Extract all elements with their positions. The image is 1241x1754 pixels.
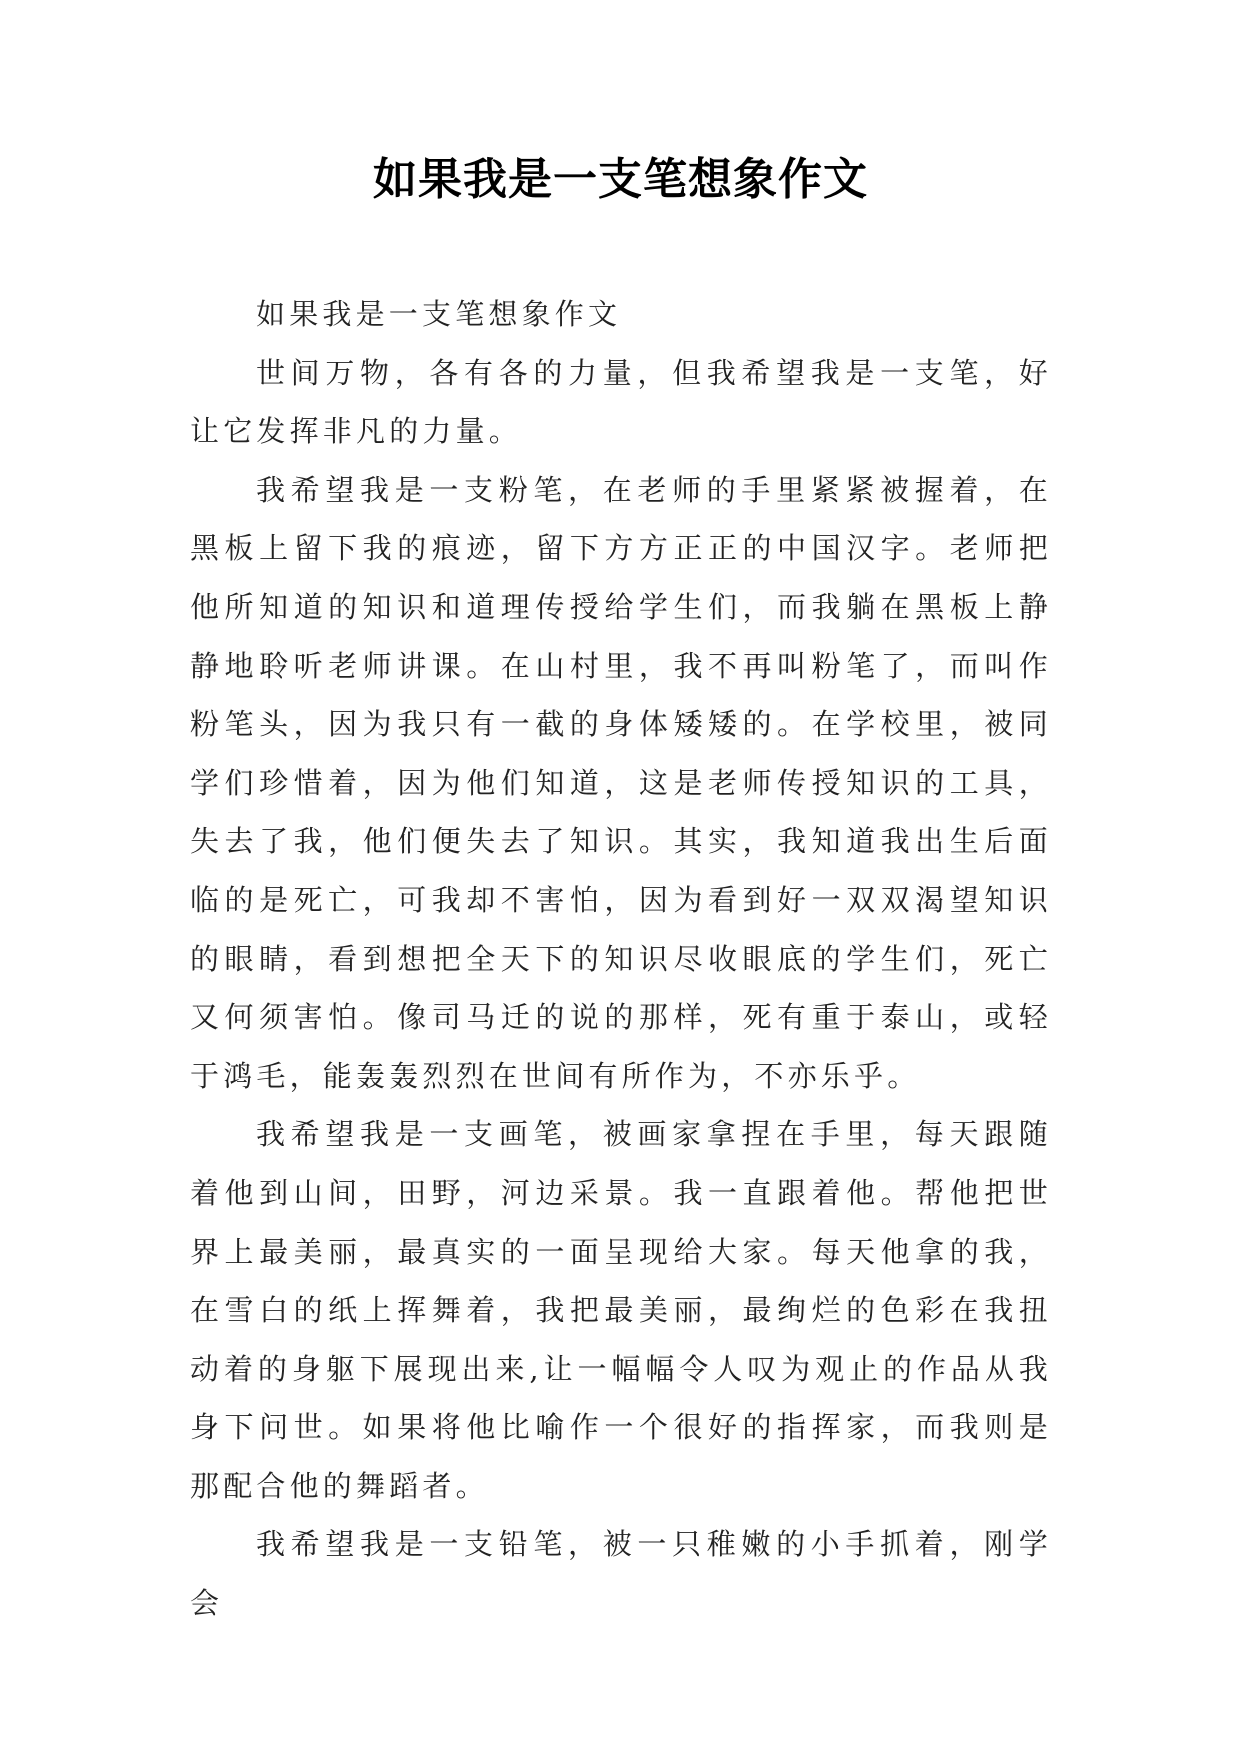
paragraph-pencil: 我希望我是一支铅笔，被一只稚嫩的小手抓着，刚学会 — [190, 1527, 1052, 1621]
paragraph-paintbrush: 我希望我是一支画笔，被画家拿捏在手里，每天跟随着他到山间，田野，河边采景。我一直跟着他。帮他把世界上最美丽，最真实的一面呈现给大家。每天他拿的我，在雪白的纸上挥舞着，我把最美丽，最绚烂的色彩在我扭动着的身躯下展现出来,让一幅幅令人叹为观止的作品从我身下问世。如果将他比喻作一个很好的指挥家，而我则是那配合他的舞蹈者。 — [190, 1117, 1052, 1503]
document-body — [190, 285, 1052, 1633]
paragraph-chalk: 我希望我是一支粉笔，在老师的手里紧紧被握着，在黑板上留下我的痕迹，留下方方正正的中国汉字。老师把他所知道的知识和道理传授给学生们，而我躺在黑板上静静地聆听老师讲课。在山村里，我不再叫粉笔了，而叫作粉笔头，因为我只有一截的身体矮矮的。在学校里，被同学们珍惜着，因为他们知道，这是老师传授知识的工具，失去了我，他们便失去了知识。其实，我知道我出生后面临的是死亡，可我却不害怕，因为看到好一双双渴望知识的眼睛，看到想把全天下的知识尽收眼底的学生们，死亡又何须害怕。像司马迁的说的那样，死有重于泰山，或轻于鸿毛，能轰轰烈烈在世间有所作为，不亦乐乎。 — [190, 472, 1052, 1093]
paragraph-intro: 世间万物，各有各的力量，但我希望我是一支笔，好让它发挥非凡的力量。 — [190, 355, 1052, 449]
document-title: 如果我是一支笔想象作文 — [373, 154, 868, 205]
paragraph-subtitle: 如果我是一支笔想象作文 — [256, 297, 622, 331]
